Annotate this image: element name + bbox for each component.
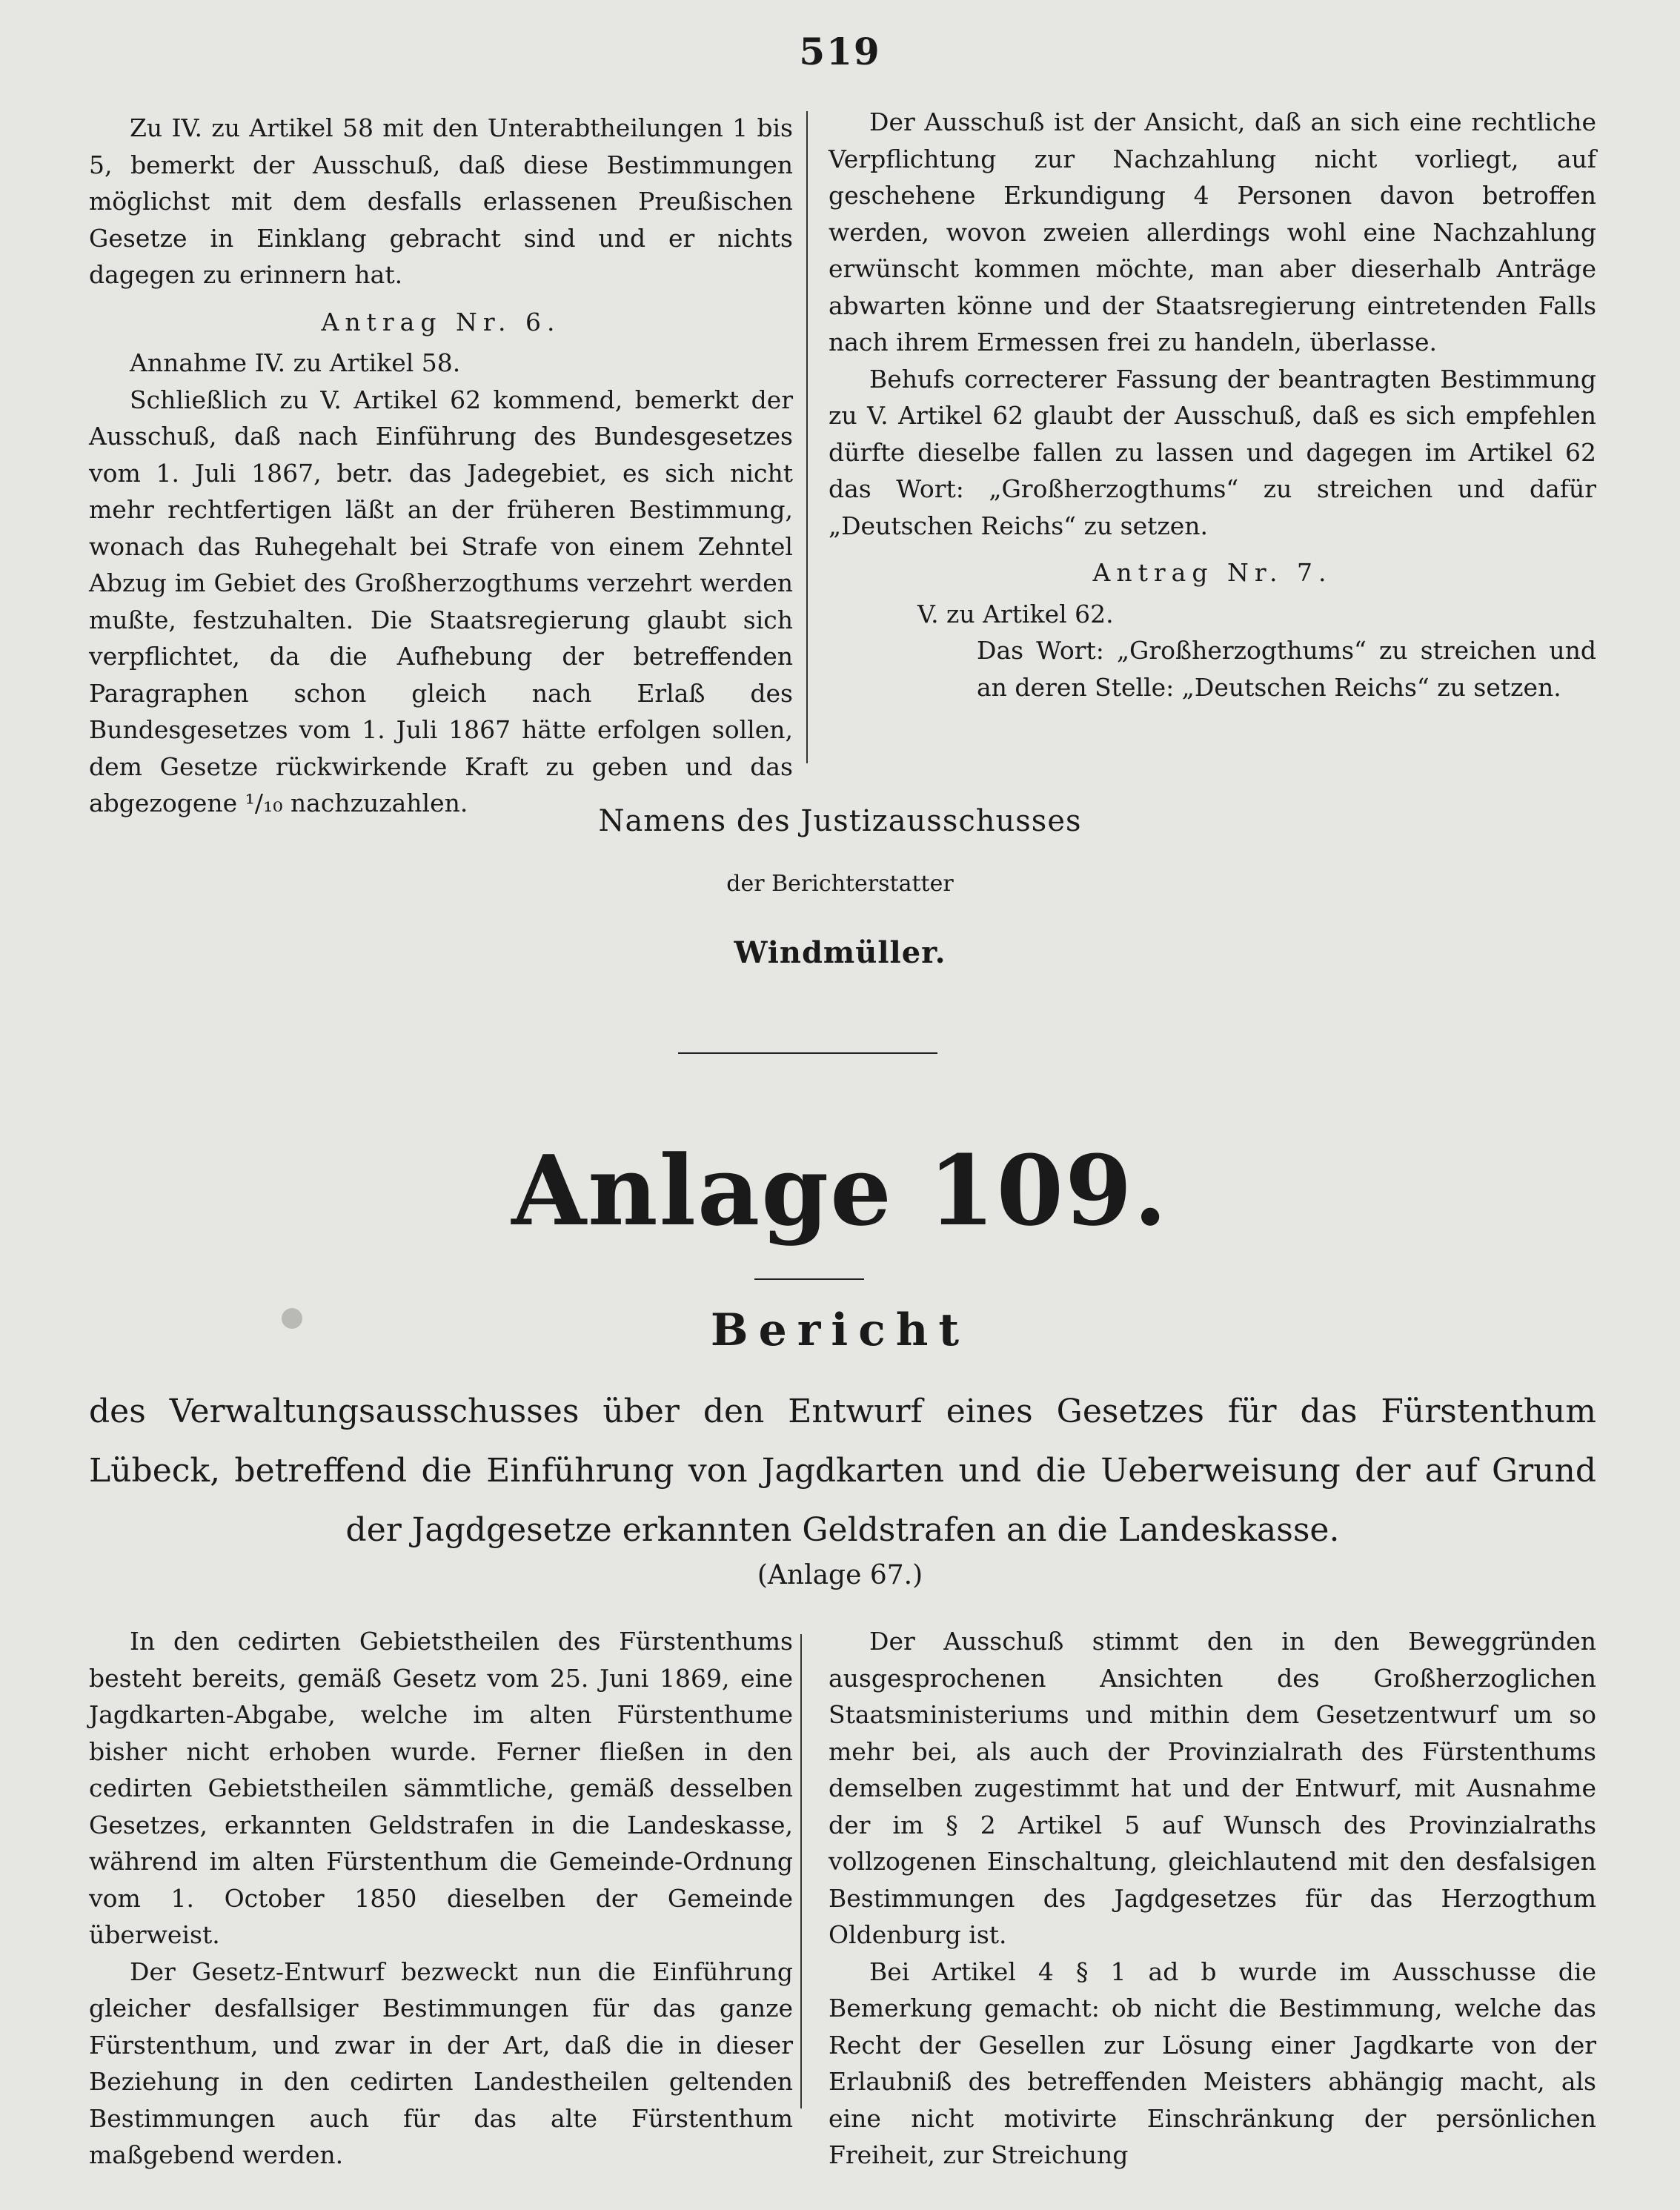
signature-committee: Namens des Justizausschusses [598, 804, 1082, 838]
paragraph: Zu IV. zu Artikel 58 mit den Unterabtheilungen 1 bis 5, bemerkt der Ausschuß, daß diese Bestimmungen möglichst mit dem desfalls erlassenen Preußischen Gesetze in Einklang gebracht sind und er nichts dagegen zu erinnern hat. [89, 113, 793, 289]
resolution-text: Das Wort: „Großherzogthums“ zu streichen und an deren Stelle: „Deutschen Reichs“ zu setzen. [977, 636, 1596, 702]
antrag-heading: Antrag Nr. 6. [321, 307, 561, 336]
bericht-heading: Bericht [710, 1304, 970, 1356]
paragraph: Der Gesetz-Entwurf bezweckt nun die Einführung gleicher desfallsiger Bestimmungen für das ganze Fürstenthum, und zwar in der Art, daß die in dieser Beziehung in den cedirten Landestheilen geltenden Bestimmungen auch für das alte Fürstenthum maßgebend werden. [89, 1957, 793, 2169]
anlage-title: Anlage 109. [511, 1134, 1169, 1247]
right-column-top [829, 104, 1596, 706]
column-divider [800, 1634, 802, 2108]
paragraph: Der Ausschuß stimmt den in den Beweggründen ausgesprochenen Ansichten des Großherzoglichen Staatsministeriums und mithin dem Gesetzentwurf um so mehr bei, als auch der Provinzialrath des Fürstenthums demselben zugestimmt hat und der Entwurf, mit Ausnahme der im § 2 Artikel 5 auf Wunsch des Provinzialraths vollzogenen Einschaltung, gleichlautend mit den desfalsigen Bestimmungen des Jagdgesetzes für das Herzogthum Oldenburg ist. [829, 1627, 1596, 1949]
paragraph: Schließlich zu V. Artikel 62 kommend, bemerkt der Ausschuß, daß nach Einführung des Bundesgesetzes vom 1. Juli 1867, betr. das Jadegebiet, es sich nicht mehr rechtfertigen läßt an der früheren Bestimmung, wonach das Ruhegehalt bei Strafe von einem Zehntel Abzug im Gebiet des Großherzogthums verzehrt werden mußte, festzuhalten. Die Staatsregierung glaubt sich verpflichtet, da die Aufhebung der betreffenden Paragraphen schon gleich nach Erlaß des Bundesgesetzes vom 1. Juli 1867 hätte erfolgen sollen, dem Gesetze rückwirkende Kraft zu geben und das abgezogene ¹/₁₀ nachzuzahlen. [89, 385, 793, 817]
paragraph: Behufs correcterer Fassung der beantragten Bestimmung zu V. Artikel 62 glaubt der Ausschuß, daß es sich empfehlen dürfte dieselbe fallen zu lassen und dagegen im Artikel 62 das Wort: „Großherzogthums“ zu streichen und dafür „Deutschen Reichs“ zu setzen. [829, 364, 1596, 540]
report-title: des Verwaltungsausschusses über den Entwurf eines Gesetzes für das Fürstenthum Lübeck, betreffend die Einführung von Jagdkarten und die Ueberweisung der auf Grund der Jagdgesetze erkannten Geldstrafen an die Landeskasse. [89, 1393, 1596, 1549]
anlage-reference: (Anlage 67.) [757, 1560, 923, 1590]
title-divider [754, 1278, 864, 1280]
antrag-heading: Antrag Nr. 7. [1092, 558, 1332, 587]
paragraph: Der Ausschuß ist der Ansicht, daß an sich eine rechtliche Verpflichtung zur Nachzahlung nicht vorliegt, auf geschehene Erkundigung 4 Personen davon betroffen werden, wovon zweien allerdings wohl eine Nachzahlung erwünscht kommen möchte, man aber dieserhalb Anträge abwarten könne und der Staatsregierung eintretenden Falls nach ihrem Ermessen frei zu handeln, überlasse. [829, 107, 1596, 356]
right-column-bottom [829, 1623, 1596, 2174]
page-number: 519 [799, 30, 881, 73]
artikel-line: V. zu Artikel 62. [917, 599, 1114, 628]
paragraph: In den cedirten Gebietstheilen des Fürstenthums besteht bereits, gemäß Gesetz vom 25. Juni 1869, eine Jagdkarten-Abgabe, welche im alten Fürstenthume bisher nicht erhoben wurde. Ferner fließen in den cedirten Gebietstheilen sämmtliche, gemäß desselben Gesetzes, erkannten Geldstrafen in die Landeskasse, während im alten Fürstenthum die Gemeinde-Ordnung vom 1. October 1850 dieselben der Gemeinde überweist. [89, 1627, 793, 1949]
left-column-bottom [89, 1623, 793, 2174]
paragraph: Bei Artikel 4 § 1 ad b wurde im Ausschusse die Bemerkung gemacht: ob nicht die Bestimmung, welche das Recht der Gesellen zur Lösung einer Jagdkarte von der Erlaubniß des betreffenden Meisters abhängig macht, als eine nicht motivirte Einschränkung der persönlichen Freiheit, zur Streichung [829, 1957, 1596, 2169]
annahme-line: Annahme IV. zu Artikel 58. [130, 348, 461, 377]
signature-name: Windmüller. [734, 935, 946, 970]
column-divider [806, 111, 808, 763]
signature-role: der Berichterstatter [726, 871, 954, 897]
left-column-top [89, 110, 793, 822]
section-divider [678, 1052, 937, 1054]
